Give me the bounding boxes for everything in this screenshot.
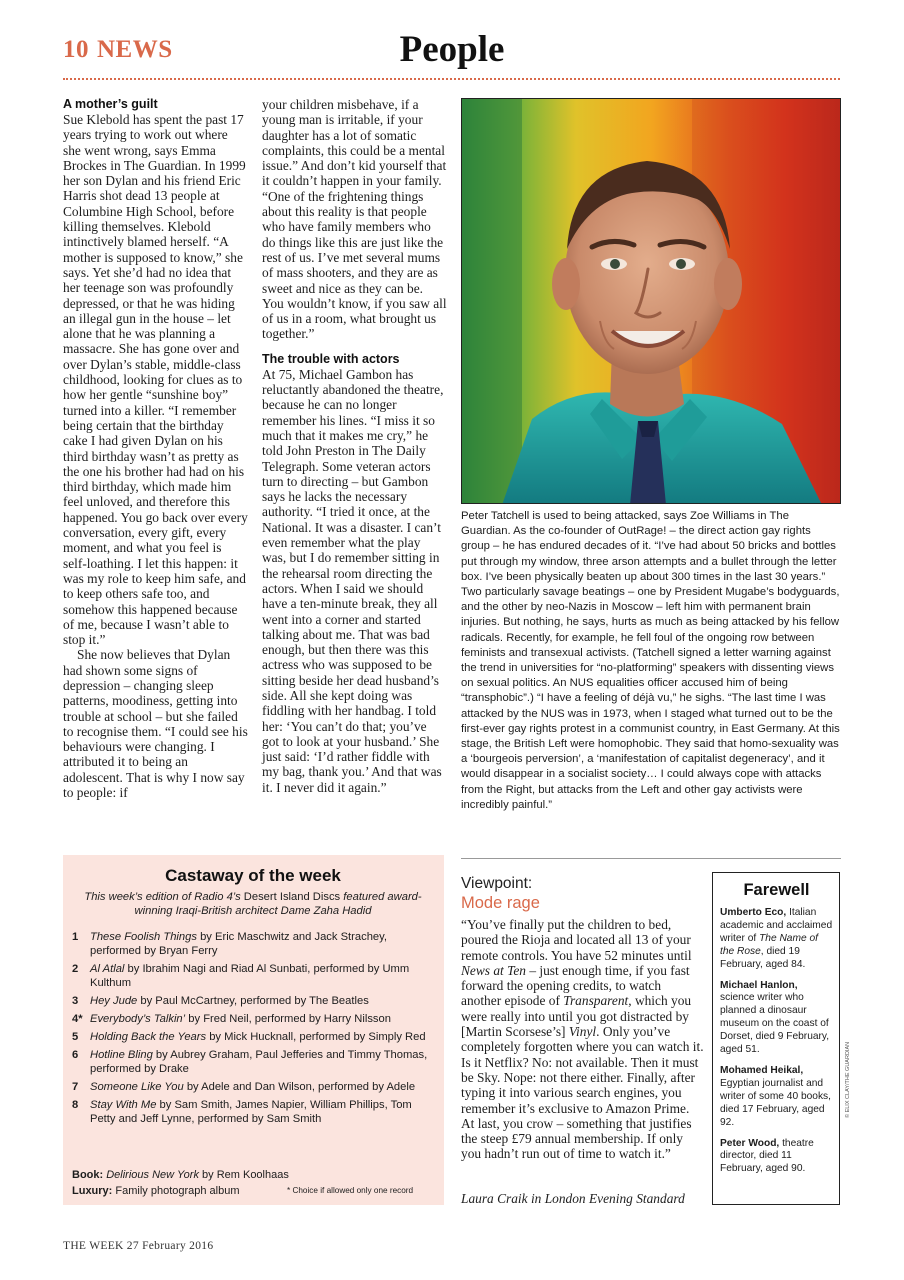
track-title: Hotline Bling	[90, 1049, 153, 1061]
obituary-name: Umberto Eco,	[720, 907, 787, 918]
obituary-text: theatre director, died 11 February, aged 90.	[720, 1137, 814, 1175]
track-credits: by Aubrey Graham, Paul Jefferies and Timmy Thomas, performed by Drake	[90, 1049, 428, 1075]
track-title: Someone Like You	[90, 1081, 184, 1093]
article-paragraph: She now believes that Dylan had shown some signs of depression – changing sleep patterns, moodiness, getting into trouble at school – but she failed to recognise them. “I could see his behaviours were changing. I attributed it to being an adolescent. That is why I now say to people: if	[63, 647, 248, 801]
page-footer: THE WEEK 27 February 2016	[63, 1240, 214, 1252]
track-item	[72, 962, 434, 990]
viewpoint-text: “You’ve finally put the children to bed, poured the Rioja and located all 13 of your remote controls. You have 52 minutes until	[461, 917, 692, 963]
track-item	[72, 930, 434, 958]
track-item	[72, 1098, 434, 1126]
obituary-text: , died 19 February, aged 84.	[720, 945, 806, 970]
viewpoint-italic: Transparent	[563, 993, 629, 1009]
section-name: NEWS	[97, 36, 173, 63]
viewpoint-text: – just enough time, if you fast forward the opening credits, to watch another episode of	[461, 962, 690, 1009]
page-title: People	[399, 29, 505, 70]
luxury-value: Family photograph album	[112, 1185, 240, 1197]
track-credits: by Ibrahim Nagi and Riad Al Sunbati, performed by Umm Kulthum	[90, 963, 410, 989]
obituary-entry	[720, 1065, 833, 1130]
castaway-box	[63, 855, 444, 1205]
castaway-intro-text: featured award-winning Iraqi-British architect Dame Zaha Hadid	[134, 891, 422, 917]
castaway-programme: Desert Island Discs	[243, 891, 341, 903]
track-credits: by Eric Maschwitz and Jack Strachey, performed by Bryan Ferry	[90, 931, 388, 957]
section-divider	[461, 858, 841, 859]
farewell-box	[712, 872, 840, 1205]
luxury-label: Luxury:	[72, 1185, 113, 1197]
viewpoint-credit: Laura Craik in London Evening Standard	[461, 1191, 685, 1206]
article-column-1	[63, 97, 248, 800]
article-heading-trouble-with-actors: The trouble with actors	[262, 351, 400, 366]
photo-credit: © ELIX CLAY/THE GUARDIAN	[845, 1041, 851, 1118]
article-column-2	[262, 97, 447, 795]
track-number: 1	[72, 931, 79, 943]
track-item	[72, 1012, 434, 1026]
portrait-illustration	[462, 99, 841, 504]
track-item	[72, 994, 434, 1008]
obituary-name: Michael Hanlon,	[720, 979, 798, 991]
page-number-value: 10	[63, 36, 89, 63]
track-title: Al Atlal	[90, 963, 125, 975]
obituary-entry	[720, 980, 833, 1057]
article-paragraph: your children misbehave, if a young man is irritable, if your daughter has a lot of somatic complaints, this could be a mental issue.” And don’t kid yourself that it couldn’t happen in your family. “One of the frightening things about this reality is that people who have family members who do things like this are just like the rest of us. I’ve met several mums of mass shooters, and they are as sweet and nice as they can be. You wouldn’t know, if you saw all of us in a room, what brought us together.”	[262, 97, 447, 342]
track-number: 8	[72, 1099, 79, 1111]
portrait-photo	[461, 98, 841, 504]
obituary-entry	[720, 1138, 833, 1177]
track-number: 3	[72, 995, 79, 1007]
article-paragraph: Sue Klebold has spent the past 17 years trying to work out where she went wrong, says Emma Brockes in The Guardian. In 1999 her son Dylan and his friend Eric Harris shot dead 13 people at Columbine High School, before killing themselves. Klebold intinctively blamed herself. “A mother is supposed to know,” she says. Yet she’d had no idea that her teenage son was profoundly depressed, or that he was hiding an illegal gun in the house – let alone that he was planning a massacre. She has gone over and over Dylan’s stable, middle-class childhood, looking for clues as to how her gentle “sunshine boy” turned into a killer. “I remember being certain that the birthday cake I had given Dylan on his third birthday wasn’t as pretty as the one his brother had had on his third birthday, which made him feel unloved, and therefore this happened. You go back over every conversation, every gift, every moment, and what you feel is self-loathing. I let this happen: it was my role to keep him safe, and to keep others safe too, and somehow this happened because of me, because I wasn’t able to stop it.”	[63, 112, 248, 648]
track-number: 4*	[72, 1013, 83, 1025]
book-author: by Rem Koolhaas	[198, 1169, 289, 1181]
track-number: 2	[72, 963, 79, 975]
photo-caption: Peter Tatchell is used to being attacked, says Zoe Williams in The Guardian. As the co-founder of OutRage! – the direct action gay rights group – he has endured decades of it. “I’ve had about 50 bricks and bottles put through my window, three arson attempts and a bullet through the letter box. I’ve been physically beaten up about 300 times in the last 30 years.” Two particularly savage beatings – one by President Mugabe’s bodyguards, and the other by neo-Nazis in Moscow – left him with permanent brain injuries. But nothing, he says, hurts as much as being attacked by his fellow radicals. Recently, for example, he fell foul of the ongoing row between feminists and transexual activists. (Tatchell signed a letter warning against the trend in universities for “no-platforming” speakers with dissenting views on sexual politics. An NUS equalities officer accused him of being “transphobic”.) “I have a feeling of déjà vu,” he sighs. “The last time I was attacked by the NUS was in 1973, when I staged what turned out to be the first-ever gay rights protest in a communist country, in East Germany. At this stage, the British Left were homophobic. They said that homo-sexuality was a ‘bourgeois perversion’, a ‘manifestation of capitalist degeneracy’, and it would disappear in a socialist society… I could always cope with attacks from the Right, but attacks from the Left and other gay activists were incredibly painful.”	[461, 510, 840, 811]
castaway-intro	[72, 890, 434, 918]
obituary-text: Egyptian journalist and writer of some 40 books, died 17 February, aged 92.	[720, 1077, 831, 1128]
track-credits: by Adele and Dan Wilson, performed by Adele	[183, 1081, 416, 1093]
castaway-luxury	[72, 1184, 240, 1198]
header-divider	[63, 78, 840, 80]
track-title: Everybody’s Talkin’	[90, 1013, 186, 1025]
obituary-entry	[720, 907, 833, 972]
obituary-name: Mohamed Heikal,	[720, 1064, 804, 1076]
track-item	[72, 1048, 434, 1076]
paragraph-gap	[262, 342, 447, 352]
track-title: Stay With Me	[90, 1099, 157, 1111]
book-title: Delirious New York	[106, 1169, 199, 1181]
track-title: Holding Back the Years	[90, 1031, 207, 1043]
book-label: Book:	[72, 1169, 104, 1181]
obituary-name: Peter Wood,	[720, 1137, 780, 1149]
track-item	[72, 1080, 434, 1094]
track-list	[72, 930, 434, 1126]
viewpoint-italic: News at Ten	[461, 962, 526, 978]
castaway-book	[72, 1168, 289, 1182]
track-title: Hey Jude	[90, 995, 138, 1007]
track-credits: by Mick Hucknall, performed by Simply Red	[206, 1031, 426, 1043]
track-number: 5	[72, 1031, 79, 1043]
castaway-intro-text: This week’s edition of Radio 4’s	[84, 891, 244, 903]
track-credits: by Sam Smith, James Napier, William Phillips, Tom Petty and Jeff Lynne, performed by Sam Smith	[90, 1099, 412, 1125]
track-number: 6	[72, 1049, 79, 1061]
obituary-text: science writer who planned a dinosaur museum on the coast of Dorset, died 9 February, aged 51.	[720, 992, 830, 1056]
viewpoint-italic: Vinyl	[568, 1024, 597, 1040]
track-title: These Foolish Things	[90, 931, 197, 943]
castaway-title: Castaway of the week	[165, 866, 341, 885]
viewpoint-label: Viewpoint:	[461, 875, 533, 892]
viewpoint-text: . Only you’ve completely forgotten where you can watch it. Is it Netflix? No: not available. Then it must be Sky. Nope: not there either. Finally, after typing it into various search engines, you remember it’s exclusive to Amazon Prime. At last, you crow – something that justifies the steep £79 annual membership. If only you hadn’t run out of time to watch it.”	[461, 1024, 704, 1162]
castaway-footnote: * Choice if allowed only one record	[287, 1186, 414, 1195]
article-heading-mothers-guilt: A mother’s guilt	[63, 97, 158, 111]
viewpoint-text: , which you were really into until you got distracted by [Martin Scorsese’s]	[461, 993, 692, 1040]
obituary-text: Italian academic and acclaimed writer of	[720, 907, 833, 944]
track-number: 7	[72, 1081, 79, 1093]
track-credits: by Paul McCartney, performed by The Beatles	[137, 995, 369, 1007]
viewpoint-body	[461, 917, 704, 1162]
obituary-book: The Name of the Rose	[720, 932, 818, 957]
track-item	[72, 1030, 434, 1044]
article-paragraph: At 75, Michael Gambon has reluctantly abandoned the theatre, because he can no longer remember his lines. “I miss it so much that it makes me cry,” he told John Preston in The Daily Telegraph. Some veteran actors turn to directing – but Gambon says he lacks the necessary authority. “I tried it once, at the National. It was a disaster. I can’t even remember what the play was, but I do remember sitting in the rehearsal room directing the actors. When I said we should have a ten-minute break, they all went into a corner and started talking about me. That was bad enough, but then there was this actress who was supposed to be sitting beside her dead husband’s side. All she kept doing was fiddling with her handbag. I told her: ‘You can’t do that; you’ve got to look at your husband.’ She just said: ‘I’d rather fiddle with my bag, thank you.’ And that was it. I never did it again.”	[262, 366, 444, 795]
viewpoint-title: Mode rage	[461, 894, 540, 912]
track-credits: by Fred Neil, performed by Harry Nilsson	[185, 1013, 391, 1025]
farewell-title: Farewell	[743, 881, 810, 899]
